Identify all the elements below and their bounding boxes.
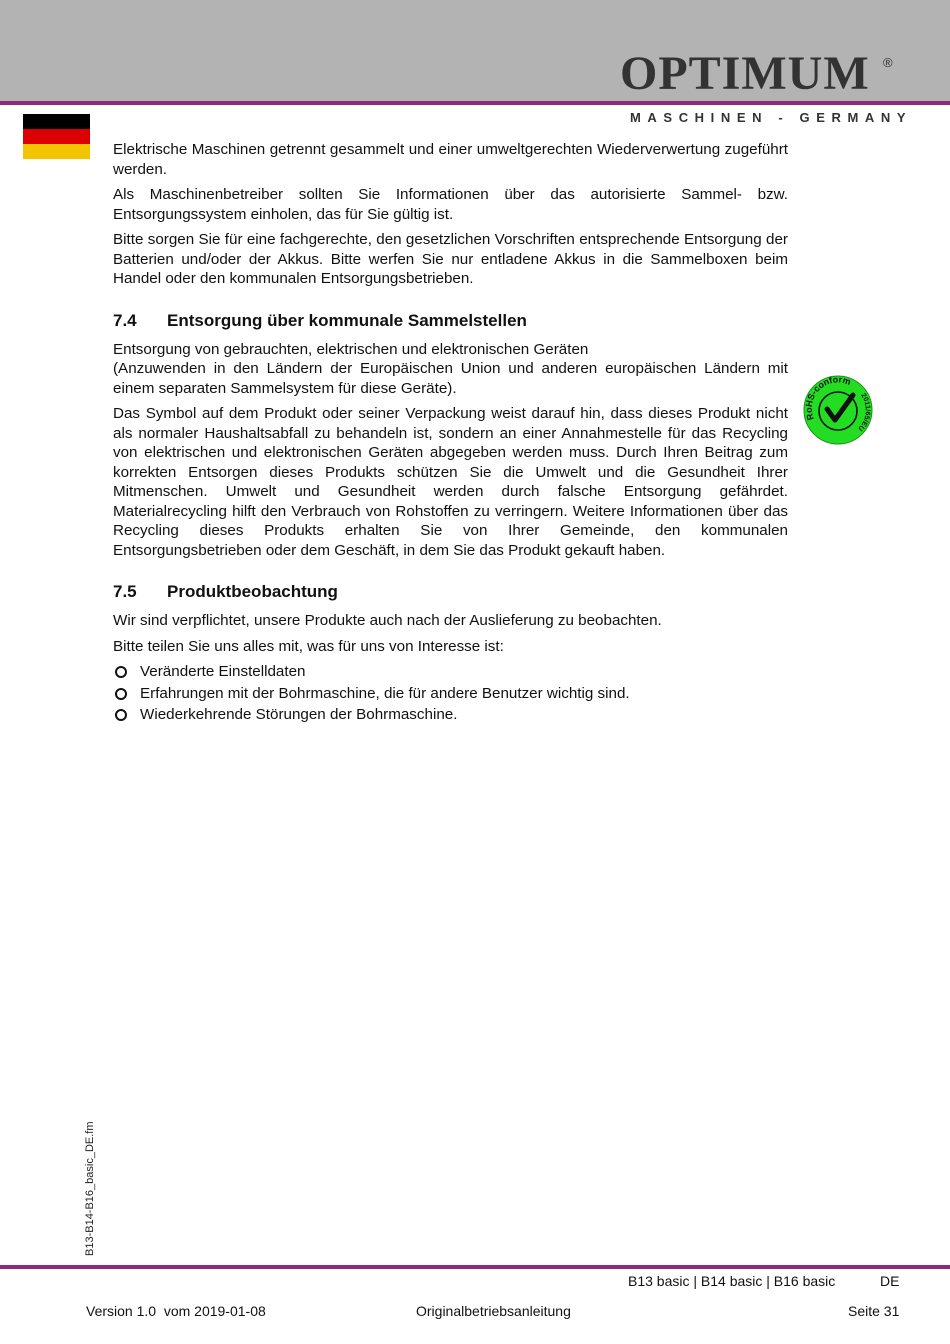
footer-language: DE <box>880 1273 900 1289</box>
file-label: B13-B14-B16_basic_DE.fm <box>84 1121 96 1256</box>
rohs-badge-text: RoHS-conform <box>803 375 853 422</box>
section-title: Entsorgung über kommunale Sammelstellen <box>167 310 527 330</box>
section-number: 7.4 <box>113 310 137 330</box>
rohs-badge-directive: 2011/65/EU <box>856 392 871 432</box>
registered-mark: ® <box>883 55 893 70</box>
main-content <box>113 140 788 727</box>
paragraph: Wir sind verpflichtet, unsere Produkte auch nach der Auslieferung zu beobachten. <box>113 612 662 629</box>
header-rule <box>0 101 950 105</box>
footer-doc-type: Originalbetriebsanleitung <box>416 1303 571 1319</box>
optimum-logo: OPTIMUM <box>620 47 870 100</box>
intro-line: (Anzuwenden in den Ländern der Europäischen Union und anderen europäischen Ländern mit einem separaten Sammelsystem für diese Geräte). <box>113 360 788 397</box>
rohs-conform-icon <box>803 375 873 445</box>
section-heading-7-5 <box>113 582 788 602</box>
list-item <box>113 705 788 725</box>
list-item-text: Erfahrungen mit der Bohrmaschine, die für andere Benutzer wichtig sind. <box>140 684 630 702</box>
intro-line: Entsorgung von gebrauchten, elektrischen und elektronischen Geräten <box>113 340 589 358</box>
bullet-circle-icon <box>115 688 127 700</box>
footer-version: Version 1.0 vom 2019-01-08 <box>86 1303 266 1319</box>
section-title: Produktbeobachtung <box>167 582 338 601</box>
list-item <box>113 662 788 682</box>
paragraph: Bitte sorgen Sie für eine fachgerechte, den gesetzlichen Vorschriften entsprechende Entsorgung der Batterien und/oder der Akkus. Bitte werfen Sie nur entladene Akkus in die Sammelboxen beim Handel oder den kommunalen Entsorgungsbetrieben. <box>113 231 788 287</box>
footer-page-number: Seite 31 <box>848 1303 900 1319</box>
bullet-list <box>113 662 788 725</box>
bullet-circle-icon <box>115 666 127 678</box>
paragraph: Als Maschinenbetreiber sollten Sie Informationen über das autorisierte Sammel- bzw. Entsorgungssystem einholen, das für Sie gültig ist. <box>113 186 788 223</box>
section-heading-7-4 <box>113 311 788 331</box>
list-item <box>113 684 788 704</box>
list-item-text: Veränderte Einstelldaten <box>140 663 306 680</box>
list-item-text: Wiederkehrende Störungen der Bohrmaschine. <box>140 706 458 723</box>
footer-rule <box>0 1265 950 1269</box>
paragraph: Elektrische Maschinen getrennt gesammelt und einer umweltgerechten Wiederverwertung zugeführt werden. <box>113 141 788 178</box>
footer-products: B13 basic | B14 basic | B16 basic <box>628 1273 836 1289</box>
bullet-circle-icon <box>115 709 127 721</box>
logo-subtitle: MASCHINEN - GERMANY <box>630 110 913 125</box>
paragraph: Das Symbol auf dem Produkt oder seiner Verpackung weist darauf hin, dass dieses Produkt nicht als normaler Haushaltsabfall zu behandeln ist, sondern an einer Annahmestelle für das Recycling von elektrischen und elektronischen Geräten abgegeben werden muss. Durch Ihren Beitrag zum korrekten Entsorgen dieses Produkts schützen Sie die Umwelt und die Gesundheit Ihrer Mitmenschen. Umwelt und Gesundheit werden durch falsche Entsorgung gefährdet. Materialrecycling hilft den Verbrauch von Rohstoffen zu verringern. Weitere Informationen über das Recycling dieses Produkts erhalten Sie von Ihrer Gemeinde, den kommunalen Entsorgungsbetrieben oder dem Geschäft, in dem Sie das Produkt gekauft haben. <box>113 405 788 559</box>
paragraph: Bitte teilen Sie uns alles mit, was für uns von Interesse ist: <box>113 637 504 655</box>
section-intro <box>113 340 788 399</box>
section-number: 7.5 <box>113 582 137 601</box>
germany-flag-icon <box>23 114 90 159</box>
